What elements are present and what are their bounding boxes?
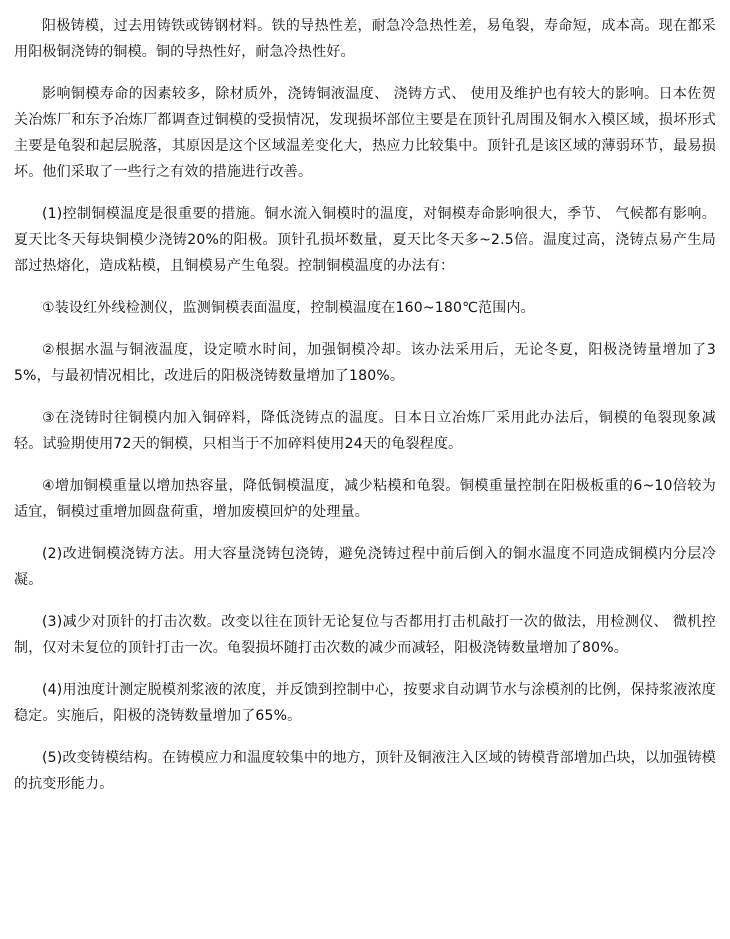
paragraph-method-4: ④增加铜模重量以增加热容量，降低铜模温度，减少粘模和龟裂。铜模重量控制在阳极板重的6~10倍较为适宜，铜模过重增加圆盘荷重，增加废模回炉的处理量。: [14, 478, 716, 520]
paragraph-factors: 影响铜模寿命的因素较多，除材质外，浇铸铜液温度、 浇铸方式、 使用及维护也有较大的影响。日本佐贺关冶炼厂和东予冶炼厂都调查过铜模的受损情况，发现损坏部位主要是在顶针孔周围及铜水入模区域，损坏形式主要是龟裂和起层脱落，其原因是这个区域温差变化大，热应力比较集中。顶针孔是该区域的薄弱环节，最易损坏。他们采取了一些行之有效的措施进行改善。: [14, 86, 716, 180]
paragraph-measure-4: (4)用浊度计测定脱模剂浆液的浓度，并反馈到控制中心，按要求自动调节水与涂模剂的比例，保持浆液浓度稳定。实施后，阳极的浇铸数量增加了65%。: [14, 682, 716, 724]
paragraph-measure-3: (3)减少对顶针的打击次数。改变以往在顶针无论复位与否都用打击机敲打一次的做法，用检测仪、 微机控制，仅对未复位的顶针打击一次。龟裂损坏随打击次数的减少而减轻，阳极浇铸数量增加了80%。: [14, 614, 716, 656]
document-body: [14, 13, 716, 813]
paragraph-method-1: ①装设红外线检测仪，监测铜模表面温度，控制模温度在160~180℃范围内。: [42, 300, 535, 316]
paragraph-method-3: ③在浇铸时往铜模内加入铜碎料，降低浇铸点的温度。日本日立冶炼厂采用此办法后，铜模的龟裂现象减轻。试验期使用72天的铜模，只相当于不加碎料使用24天的龟裂程度。: [14, 410, 716, 452]
paragraph-method-2: ②根据水温与铜液温度，设定喷水时间，加强铜模冷却。该办法采用后，无论冬夏，阳极浇铸量增加了35%，与最初情况相比，改进后的阳极浇铸数量增加了180%。: [14, 342, 716, 384]
paragraph-measure-1: (1)控制铜模温度是很重要的措施。铜水流入铜模时的温度，对铜模寿命影响很大，季节、 气候都有影响。夏天比冬天每块铜模少浇铸20%的阳极。顶针孔损坏数量，夏天比冬天多~2.5倍。温度过高，浇铸点易产生局部过热熔化，造成粘模，且铜模易产生龟裂。控制铜模温度的办法有：: [14, 206, 716, 274]
paragraph-measure-5: (5)改变铸模结构。在铸模应力和温度较集中的地方，顶针及铜液注入区域的铸模背部增加凸块，以加强铸模的抗变形能力。: [14, 750, 716, 792]
paragraph-measure-2: (2)改进铜模浇铸方法。用大容量浇铸包浇铸，避免浇铸过程中前后倒入的铜水温度不同造成铜模内分层冷凝。: [14, 546, 716, 588]
paragraph-intro: 阳极铸模，过去用铸铁或铸钢材料。铁的导热性差，耐急冷急热性差，易龟裂，寿命短，成本高。现在都采用阳极铜浇铸的铜模。铜的导热性好，耐急冷热性好。: [14, 18, 716, 60]
